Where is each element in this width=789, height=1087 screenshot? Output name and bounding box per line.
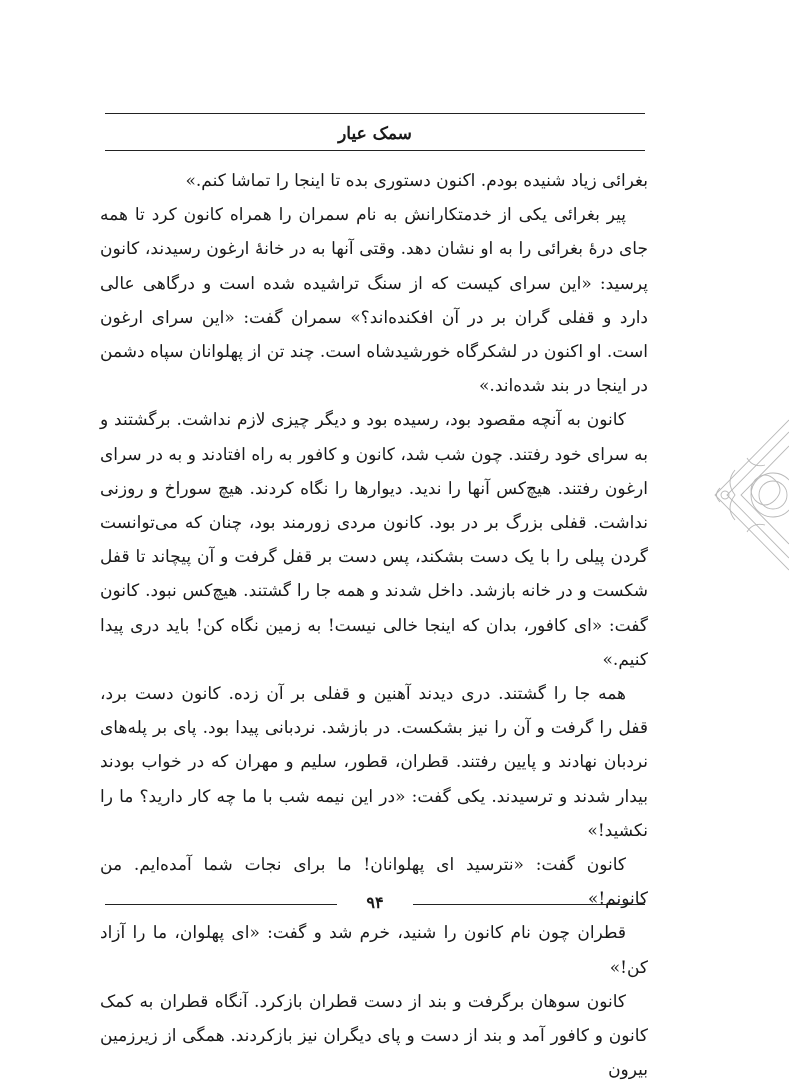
paragraph: کانون سوهان برگرفت و بند از دست قطران بازکرد. آنگاه قطران به کمک کانون و کافور آمد و بند از دست و پای دیگران نیز بازکردند. همگی از زیرزمین بیرون — [100, 991, 648, 1081]
footer-rule-left — [105, 904, 337, 905]
paragraph: کانون به آنچه مقصود بود، رسیده بود و دیگر چیزی لازم نداشت. برگشتند و به سرای خود رفتند. چون شب شد، کانون و کافور به راه افتادند و به در سرای ارغون رفتند. هیچ‌کس آنها را ندید. دیوارها را نگاه کردند. هیچ سوراخ و روزنی نداشت. قفلی بزرگ بر در بود. کانون مردی زورمند بود، چنان که می‌توانست گردن پیلی را با یک دست بشکند، پس دست بر قفل گرفت و آن پیچاند تا قفل شکست و در خانه بازشد. داخل شدند و همه جا را گشتند. هیچ‌کس نبود. کانون گفت: «ای کافور، بدان که اینجا خالی نیست! به زمین نگاه کن! باید دری پیدا کنیم.» — [100, 410, 648, 670]
header-rule-top — [105, 113, 645, 114]
paragraph: کانون گفت: «نترسید ای پهلوانان! ما برای نجات شما آمده‌ایم. من کانونم!» — [100, 855, 648, 910]
paragraph: قطران چون نام کانون را شنید، خرم شد و گفت: «ای پهلوان، ما را آزاد کن!» — [100, 923, 648, 978]
paragraph: همه جا را گشتند. دری دیدند آهنین و قفلی بر آن زده. کانون دست برد، قفل را گرفت و آن را نیز بشکست. در بازشد. نردبانی پیدا بود. پای بر پله‌های نردبان نهادند و پایین رفتند. قطران، قطور، سلیم و مهران که در خواب بودند بیدار شدند و ترسیدند. یکی گفت: «در این نیمه شب با ما چه کار دارید؟ ما را نکشید!» — [100, 684, 648, 841]
header-rule-bottom — [105, 150, 645, 151]
running-header-title: سمک عیار — [338, 124, 412, 144]
arabesque-ornament-icon — [695, 410, 789, 580]
paragraph: بغرائی زیاد شنیده بودم. اکنون دستوری بده تا اینجا را تماشا کنم.» — [185, 171, 648, 191]
body-text — [100, 164, 648, 1087]
paragraph: پیر بغرائی یکی از خدمتکارانش به نام سمران را همراه کانون کرد تا همه جای درهٔ بغرائی را به او نشان دهد. وقتی آنها به در خانهٔ ارغون رسیدند، کانون پرسید: «این سرای کیست که از سنگ تراشیده شده است و درگاهی عالی دارد و قفلی گران بر در آن افکنده‌اند؟» سمران گفت: «این سرای ارغون است. او اکنون در لشکرگاه خورشیدشاه است. چند تن از پهلوانان سپاه دشمن در اینجا در بند شده‌اند.» — [100, 205, 648, 397]
page-number: ۹۴ — [366, 893, 384, 912]
footer-rule-right — [413, 904, 645, 905]
